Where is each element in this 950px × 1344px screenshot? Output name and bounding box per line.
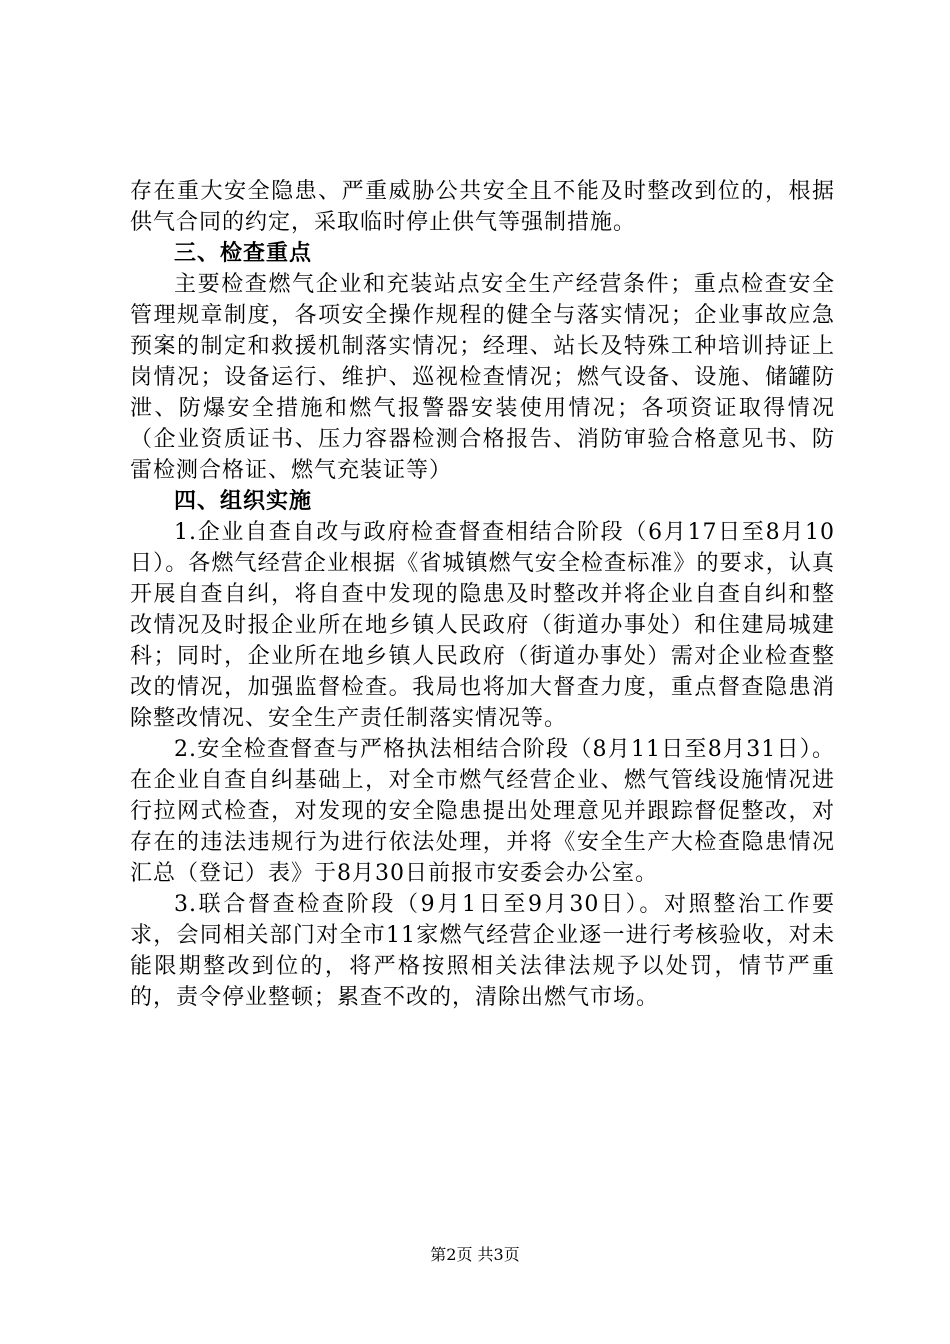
document-body: [130, 176, 835, 1013]
paragraph-inspection-focus: 主要检查燃气企业和充装站点安全生产经营条件；重点检查安全管理规章制度，各项安全操作规程的健全与落实情况；企业事故应急预案的制定和救援机制落实情况；经理、站长及特殊工种培训持证上岗情况；设备运行、维护、巡视检查情况；燃气设备、设施、储罐防泄、防爆安全措施和燃气报警器安装使用情况；各项资证取得情况（企业资质证书、压力容器检测合格报告、消防审验合格意见书、防雷检测合格证、燃气充装证等）: [130, 272, 835, 483]
paragraph-stage-3: 3.联合督查检查阶段（9月1日至9月30日）。对照整治工作要求，会同相关部门对全市11家燃气经营企业逐一进行考核验收，对未能限期整改到位的，将严格按照相关法律法规予以处罚，情节严重的，责令停业整顿；累查不改的，清除出燃气市场。: [130, 892, 835, 1010]
paragraph-stage-2: 2.安全检查督查与严格执法相结合阶段（8月11日至8月31日）。在企业自查自纠基础上，对全市燃气经营企业、燃气管线设施情况进行拉网式检查，对发现的安全隐患提出处理意见并跟踪督促整改，对存在的违法违规行为进行依法处理，并将《安全生产大检查隐患情况汇总（登记）表》于8月30日前报市安委会办公室。: [130, 737, 835, 886]
paragraph-continuation: 存在重大安全隐患、严重威胁公共安全且不能及时整改到位的，根据供气合同的约定，采取临时停止供气等强制措施。: [130, 179, 835, 235]
paragraph-stage-1: 1.企业自查自改与政府检查督查相结合阶段（6月17日至8月10日）。各燃气经营企业根据《省城镇燃气安全检查标准》的要求，认真开展自查自纠，将自查中发现的隐患及时整改并将企业自查自纠和整改情况及时报企业所在地乡镇人民政府（街道办事处）和住建局城建科；同时，企业所在地乡镇人民政府（街道办事处）需对企业检查整改的情况，加强监督检查。我局也将加大督查力度，重点督查隐患消除整改情况、安全生产责任制落实情况等。: [130, 520, 835, 731]
section-heading-organization: 四、组织实施: [174, 488, 313, 514]
section-heading-inspection-focus: 三、检查重点: [174, 240, 313, 266]
page-number-footer: 第2页 共3页: [430, 1245, 520, 1264]
